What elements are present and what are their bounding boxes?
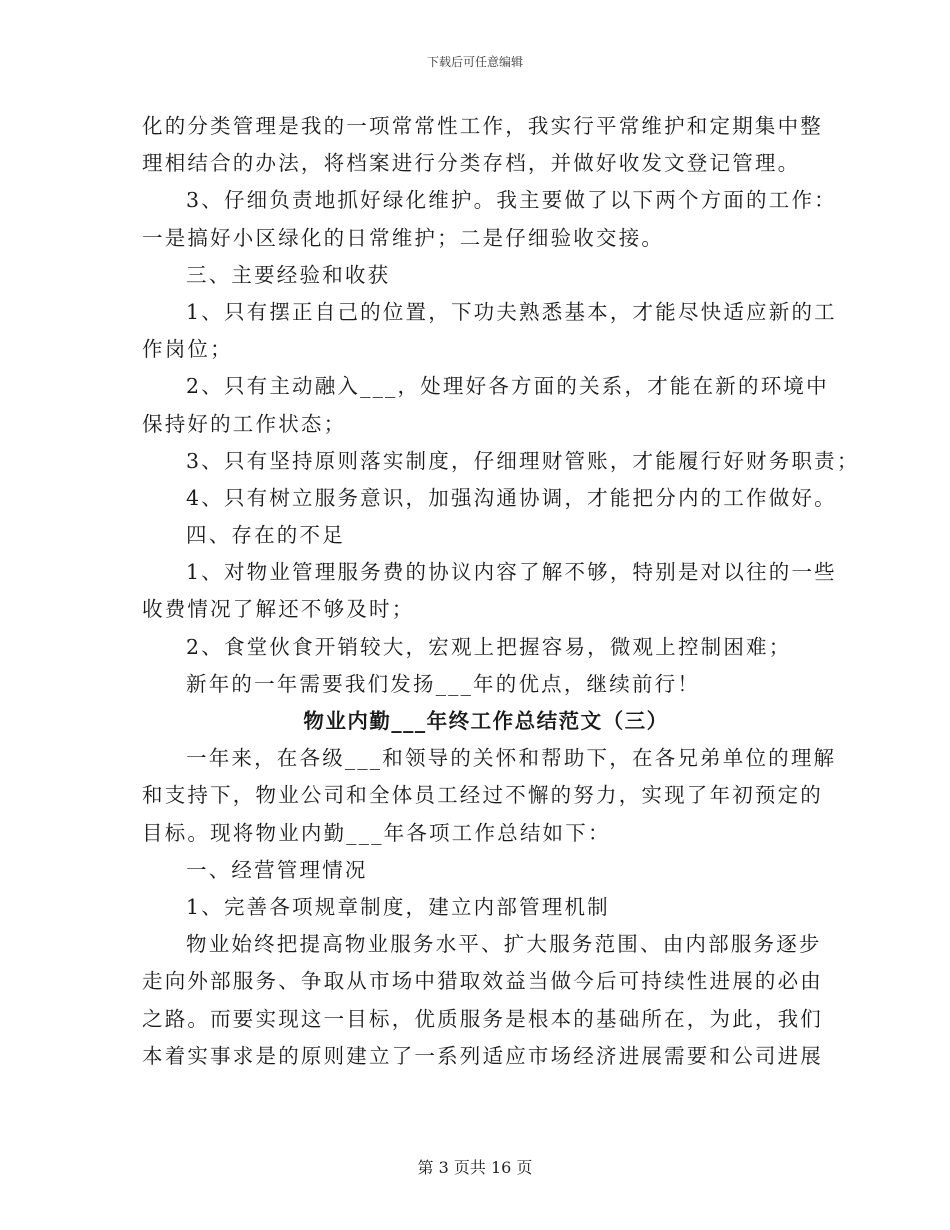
paragraph-line: 本着实事求是的原则建立了一系列适应市场经济进展需要和公司进展 <box>142 1043 823 1068</box>
paragraph-line: 收费情况了解还不够及时； <box>142 597 415 622</box>
paragraph-line: 2、只有主动融入___，处理好各方面的关系，才能在新的环境中 <box>186 374 829 399</box>
section-heading: 一、经营管理情况 <box>186 857 368 882</box>
section-heading: 三、主要经验和收获 <box>186 262 391 287</box>
section-heading: 四、存在的不足 <box>186 523 345 548</box>
document-title: 物业内勤___年终工作总结范文（三） <box>303 709 669 733</box>
paragraph-line: 理相结合的办法，将档案进行分类存档，并做好收发文登记管理。 <box>142 151 801 176</box>
paragraph-line: 一年来，在各级___和领导的关怀和帮助下，在各兄弟单位的理解 <box>186 746 837 771</box>
paragraph-line: 保持好的工作状态； <box>142 411 347 436</box>
paragraph-line: 走向外部服务、争取从市场中猎取效益当做今后可持续性进展的必由 <box>142 969 823 994</box>
paragraph-line: 1、对物业管理服务费的协议内容了解不够，特别是对以往的一些 <box>186 560 837 585</box>
header-note: 下载后可任意编辑 <box>426 55 523 69</box>
paragraph-line: 一是搞好小区绿化的日常维护；二是仔细验收交接。 <box>142 225 665 250</box>
paragraph-line: 1、只有摆正自己的位置，下功夫熟悉基本，才能尽快适应新的工 <box>186 299 837 324</box>
paragraph-line: 之路。而要实现这一目标，优质服务是根本的基础所在，为此，我们 <box>142 1006 823 1031</box>
paragraph-line: 3、仔细负责地抓好绿化维护。我主要做了以下两个方面的工作： <box>186 188 837 213</box>
paragraph-line: 4、只有树立服务意识，加强沟通协调，才能把分内的工作做好。 <box>186 485 837 510</box>
paragraph-line: 作岗位； <box>142 337 233 362</box>
paragraph-line: 目标。现将物业内勤___年各项工作总结如下： <box>142 820 611 845</box>
paragraph-line: 和支持下，物业公司和全体员工经过不懈的努力，实现了年初预定的 <box>142 783 823 808</box>
paragraph-line: 2、食堂伙食开销较大，宏观上把握容易，微观上控制困难； <box>186 634 792 659</box>
paragraph-line: 化的分类管理是我的一项常常性工作，我实行平常维护和定期集中整 <box>142 114 823 138</box>
document-body <box>142 108 860 1075</box>
subsection-heading: 1、完善各项规章制度，建立内部管理机制 <box>186 894 610 919</box>
page-footer: 第 3 页共 16 页 <box>417 1158 533 1177</box>
paragraph-line: 3、只有坚持原则落实制度，仔细理财管账，才能履行好财务职责； <box>186 448 860 473</box>
paragraph-line: 新年的一年需要我们发扬___年的优点，继续前行！ <box>186 671 701 696</box>
paragraph-line: 物业始终把提高物业服务水平、扩大服务范围、由内部服务逐步 <box>186 932 822 957</box>
